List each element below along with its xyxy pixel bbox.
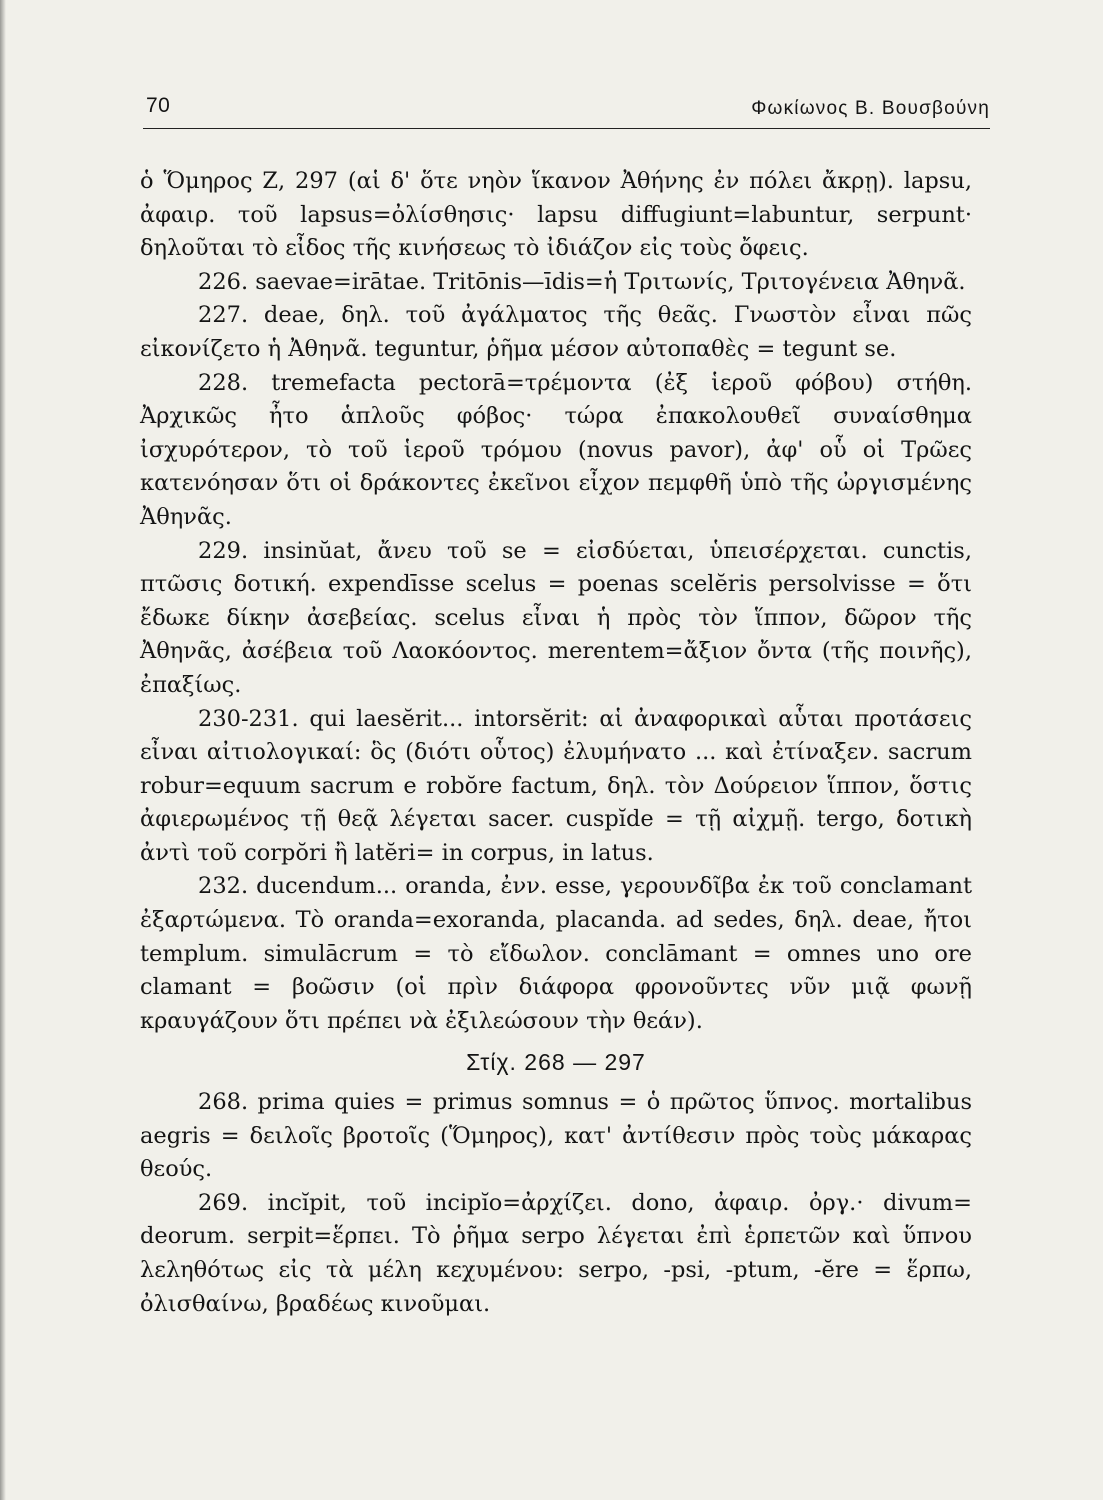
paragraph-homer-citation: ὁ Ὅμηρος Ζ, 297 (αἱ δ' ὅτε νηὸν ἵκανον Ἀθήνης ἐν πόλει ἄκρῃ). lapsu, ἀφαιρ. τοῦ lapsus=ὀλίσθησις· lapsu diffugiunt=labuntur, serpunt· δηλοῦται τὸ εἶδος τῆς κινήσεως τὸ ἰδιάζον εἰς τοὺς ὄφεις. xyxy=(140,168,972,262)
page-edge-shadow xyxy=(0,0,6,1500)
page-header xyxy=(143,94,990,129)
section-heading: Στίχ. 268 — 297 xyxy=(466,1049,646,1076)
running-head: Φωκίωνος Β. Βουσβούνη xyxy=(751,98,990,119)
paragraph-line-226: 226. saevae=irātae. Tritōnis—īdis=ἡ Τριτωνίς, Τριτογένεια Ἀθηνᾶ. xyxy=(198,268,966,295)
page-body xyxy=(140,165,972,1321)
page-number: 70 xyxy=(146,94,171,117)
paragraph-line-232: 232. ducendum... oranda, ἐνν. esse, γερουνδῖβα ἐκ τοῦ conclamant ἐξαρτώμενα. Τὸ oranda=exoranda, placanda. ad sedes, δηλ. deae, ἤτοι templum. simulācrum = τὸ εἴδωλον. conclāmant = omnes uno ore clamant = βοῶσιν (οἱ πρὶν διάφορα φρονοῦντες νῦν μιᾷ φωνῇ κραυγάζουν ὅτι πρέπει νὰ ἐξιλεώσουν τὴν θεάν). xyxy=(140,873,972,1034)
paragraph-line-229: 229. insinŭat, ἄνευ τοῦ se = εἰσδύεται, ὑπεισέρχεται. cunctis, πτῶσις δοτική. expendīsse scelus = poenas scelĕris persolvisse = ὅτι ἔδωκε δίκην ἀσεβείας. scelus εἶναι ἡ πρὸς τὸν ἵππον, δῶρον τῆς Ἀθηνᾶς, ἀσέβεια τοῦ Λαοκόοντος. merentem=ἄξιον ὄντα (τῆς ποινῆς), ἐπαξίως. xyxy=(140,537,972,698)
paragraph-line-268: 268. prima quies = primus somnus = ὁ πρῶτος ὕπνος. mortalibus aegris = δειλοῖς βροτοῖς (Ὅμηρος), κατ' ἀντίθεσιν πρὸς τοὺς μάκαρας θεούς. xyxy=(140,1089,972,1183)
paragraph-line-230-231: 230-231. qui laesĕrit... intorsĕrit: αἱ ἀναφορικαὶ αὗται προτάσεις εἶναι αἰτιολογικαί: ὃς (διότι οὗτος) ἐλυμήνατο ... καὶ ἐτίναξεν. sacrum robur=equum sacrum e robŏre factum, δηλ. τὸν Δούρειον ἵππον, ὅστις ἀφιερωμένος τῇ θεᾷ λέγεται sacer. cuspĭde = τῇ αἰχμῇ. tergo, δοτικὴ ἀντὶ τοῦ corpŏri ἢ latĕri= in corpus, in latus. xyxy=(140,705,972,866)
paragraph-line-228: 228. tremefacta pectorā=τρέμοντα (ἐξ ἱεροῦ φόβου) στήθη. Ἀρχικῶς ἦτο ἁπλοῦς φόβος· τώρα ἐπακολουθεῖ συναίσθημα ἰσχυρότερον, τὸ τοῦ ἱεροῦ τρόμου (novus pavor), ἀφ' οὗ οἱ Τρῶες κατενόησαν ὅτι οἱ δράκοντες ἐκεῖνοι εἶχον πεμφθῆ ὑπὸ τῆς ὠργισμένης Ἀθηνᾶς. xyxy=(140,369,972,530)
paragraph-line-227: 227. deae, δηλ. τοῦ ἀγάλματος τῆς θεᾶς. Γνωστὸν εἶναι πῶς εἰκονίζετο ἡ Ἀθηνᾶ. teguntur, ῥῆμα μέσον αὐτοπαθὲς = tegunt se. xyxy=(140,302,972,362)
paragraph-line-269: 269. incĭpit, τοῦ incipĭo=ἀρχίζει. dono, ἀφαιρ. ὀργ.· divum= deorum. serpit=ἕρπει. Τὸ ῥῆμα serpo λέγεται ἐπὶ ἑρπετῶν καὶ ὕπνου λεληθότως εἰς τὰ μέλη κεχυμένου: serpo, -psi, -ptum, -ĕre = ἕρπω, ὀλισθαίνω, βραδέως κινοῦμαι. xyxy=(140,1189,972,1317)
